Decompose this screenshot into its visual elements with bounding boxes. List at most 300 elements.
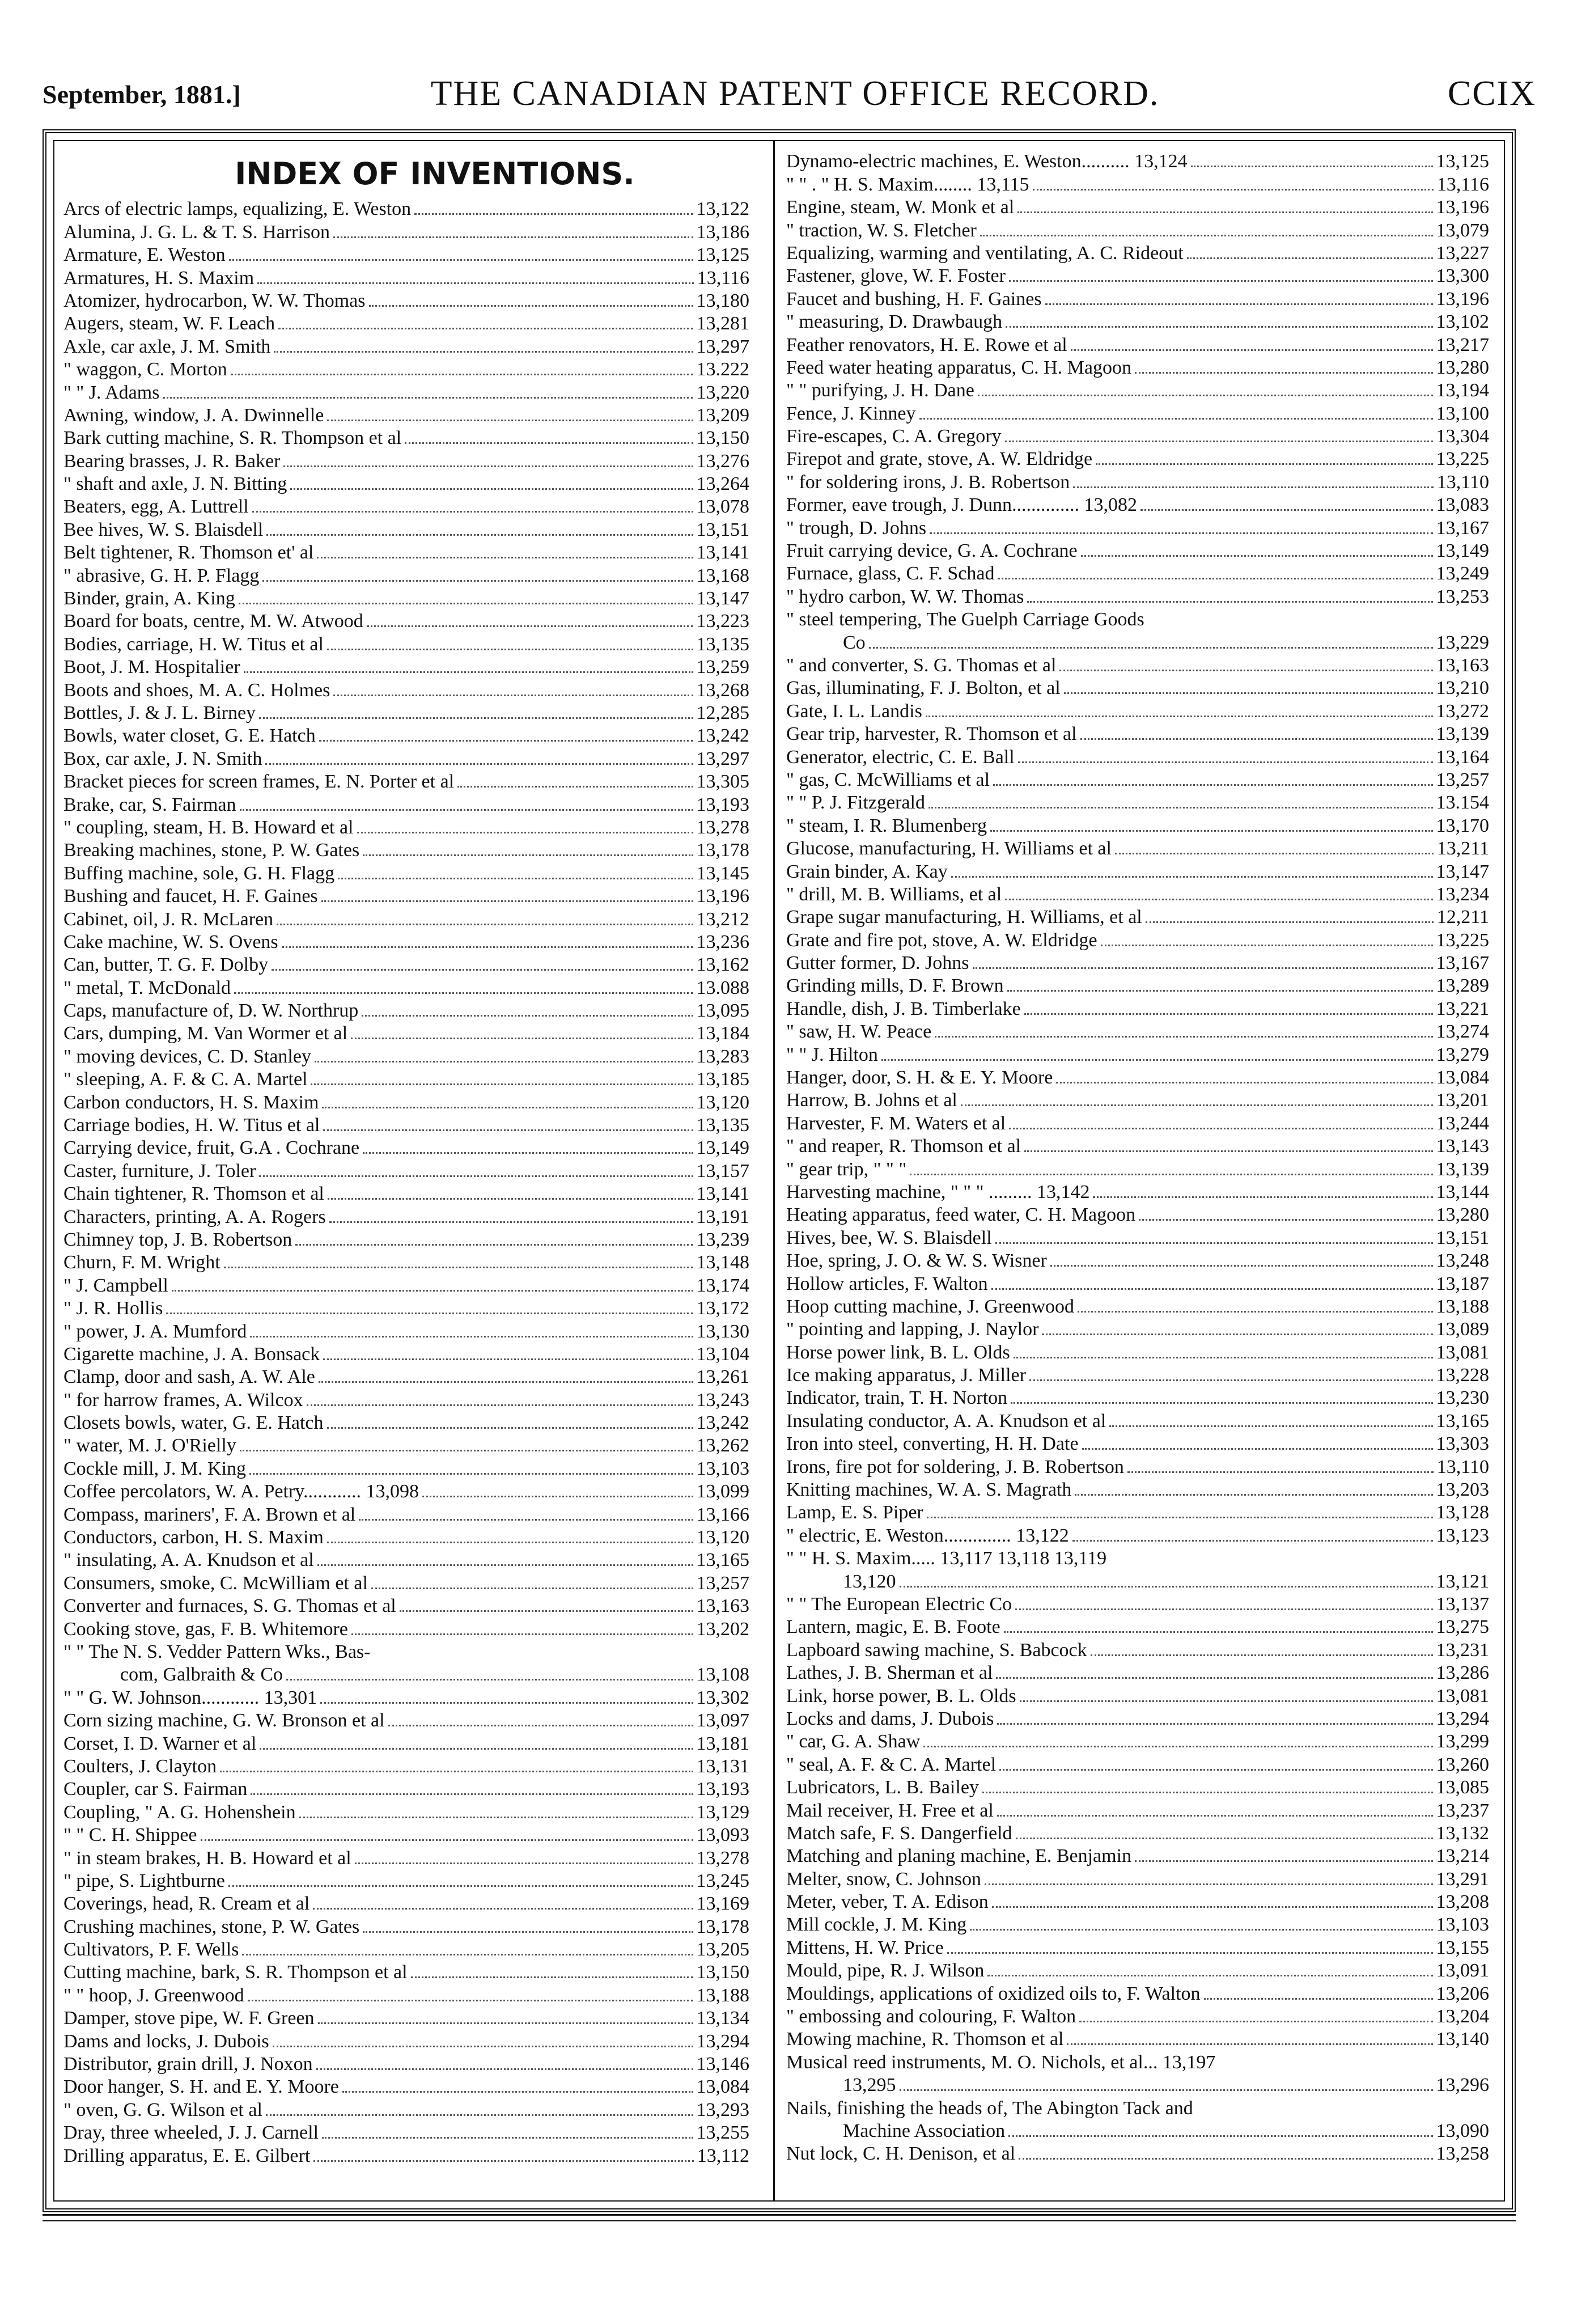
entry-text: Insulating conductor, A. A. Knudson et al — [786, 1410, 1106, 1432]
index-title: INDEX OF INVENTIONS. — [235, 156, 635, 192]
index-entry — [63, 1045, 749, 1068]
patent-number: 13,187 — [1436, 1273, 1489, 1294]
index-entry — [786, 723, 1489, 746]
patent-number: 13,220 — [696, 382, 749, 403]
patent-number: 13,099 — [696, 1481, 749, 1502]
leader-dots — [315, 1061, 693, 1062]
leader-dots — [250, 1336, 693, 1337]
leader-dots — [338, 878, 693, 879]
entry-text: Carbon conductors, H. S. Maxim — [63, 1091, 319, 1113]
entry-text: " pipe, S. Lightburne — [63, 1870, 225, 1891]
leader-dots — [995, 1242, 1433, 1244]
index-entry — [63, 312, 749, 335]
patent-number: 13,116 — [1436, 173, 1489, 195]
patent-number: 13,091 — [1436, 1960, 1489, 1982]
leader-dots — [927, 1517, 1433, 1518]
leader-dots — [367, 625, 693, 627]
leader-dots — [1056, 1082, 1432, 1083]
index-entry — [63, 473, 749, 496]
index-entry — [63, 1251, 749, 1274]
entry-text: Bracket pieces for screen frames, E. N. Porter et al — [63, 771, 455, 793]
leader-dots — [978, 395, 1433, 396]
entry-text: " gas, C. McWilliams et al — [786, 769, 990, 790]
entry-text: Link, horse power, B. L. Olds — [786, 1685, 1016, 1707]
leader-dots — [414, 213, 693, 215]
patent-number: 13,255 — [696, 2122, 749, 2144]
patent-number: 13,225 — [1436, 448, 1489, 470]
leader-dots — [327, 420, 693, 421]
index-entry — [63, 1938, 749, 1961]
patent-number: 13,139 — [1436, 723, 1489, 745]
leader-dots — [1080, 738, 1433, 740]
entry-text: Cooking stove, gas, F. B. Whitemore — [63, 1618, 348, 1640]
patent-number: 13,180 — [696, 290, 749, 311]
entry-text: " abrasive, G. H. P. Flagg — [63, 565, 260, 586]
entry-text: " sleeping, A. F. & C. A. Martel — [63, 1069, 308, 1090]
patent-number: 13,225 — [1436, 929, 1489, 951]
index-entry — [786, 1845, 1489, 1868]
patent-number: 13,205 — [696, 1939, 749, 1961]
patent-number: 13,083 — [1436, 494, 1489, 516]
patent-number: 13,260 — [1436, 1754, 1489, 1775]
leader-dots — [1073, 486, 1434, 488]
leader-dots — [1204, 1998, 1433, 2000]
index-entry — [786, 1089, 1489, 1112]
index-entry — [786, 1616, 1489, 1639]
patent-number: 13,166 — [696, 1504, 749, 1525]
entry-text: " water, M. J. O'Rielly — [63, 1435, 236, 1457]
entry-text: " insulating, A. A. Knudson et al — [63, 1550, 314, 1571]
leader-dots — [355, 1862, 693, 1864]
index-entry — [63, 1183, 749, 1205]
patent-number: 13,167 — [1436, 953, 1489, 974]
leader-dots — [985, 1883, 1433, 1885]
entry-text: Gear trip, harvester, R. Thomson et al — [786, 723, 1077, 745]
entry-text: Former, eave trough, J. Dunn.............. 13,082 — [786, 494, 1138, 516]
index-entry — [786, 1066, 1489, 1089]
index-entry — [63, 587, 749, 610]
index-entry — [63, 862, 749, 884]
patent-number: 13,196 — [696, 886, 749, 907]
index-entry — [786, 1753, 1489, 1776]
index-entry — [63, 496, 749, 518]
index-entry — [786, 1501, 1489, 1524]
leader-dots — [987, 1975, 1432, 1976]
index-entry — [786, 402, 1489, 425]
index-entry — [63, 1847, 749, 1869]
leader-dots — [166, 1313, 693, 1314]
patent-number: 13,229 — [1436, 632, 1489, 653]
leader-dots — [1024, 1013, 1433, 1015]
leader-dots — [1135, 372, 1433, 374]
patent-number: 13,078 — [696, 496, 749, 518]
index-entry — [786, 265, 1489, 287]
entry-text: Converter and furnaces, S. G. Thomas et al — [63, 1595, 396, 1617]
entry-text: " moving devices, C. D. Stanley — [63, 1045, 311, 1067]
index-entry — [786, 814, 1489, 837]
leader-dots — [224, 1267, 693, 1268]
patent-number: 13,296 — [1436, 2075, 1489, 2096]
leader-dots — [278, 328, 693, 329]
leader-dots — [240, 1450, 693, 1451]
index-entry — [786, 1868, 1489, 1890]
patent-number: 13,148 — [696, 1252, 749, 1273]
index-entry — [786, 1936, 1489, 1959]
leader-dots — [923, 1746, 1432, 1747]
entry-text: Bushing and faucet, H. F. Gaines — [63, 886, 318, 907]
index-entry — [63, 1366, 749, 1389]
entry-text: Nails, finishing the heads of, The Abington Tack and — [786, 2097, 1193, 2119]
entry-text: Fastener, glove, W. F. Foster — [786, 265, 1006, 287]
index-entry — [786, 2143, 1489, 2165]
leader-dots — [1042, 1334, 1432, 1335]
leader-dots — [259, 717, 693, 719]
leader-dots — [970, 1929, 1432, 1931]
patent-number: 13,134 — [696, 2008, 749, 2029]
entry-text: Faucet and bushing, H. F. Gaines — [786, 288, 1042, 310]
entry-text: Iron into steel, converting, H. H. Date — [786, 1433, 1079, 1455]
patent-number: 13,279 — [1436, 1044, 1489, 1065]
patent-number: 13,275 — [1436, 1616, 1489, 1638]
index-entry — [786, 1158, 1489, 1180]
leader-dots — [327, 1542, 693, 1543]
index-entry — [63, 1412, 749, 1434]
entry-text: Mowing machine, R. Thomson et al — [786, 2029, 1064, 2050]
entry-text: Nut lock, C. H. Denison, et al — [786, 2143, 1016, 2165]
patent-number: 13,293 — [696, 2099, 749, 2120]
leader-dots — [997, 1815, 1433, 1817]
entry-text: Cockle mill, J. M. King — [63, 1458, 247, 1479]
entry-text: Door hanger, S. H. and E. Y. Moore — [63, 2076, 339, 2098]
patent-number: 13,184 — [696, 1023, 749, 1044]
index-entry — [786, 1387, 1489, 1409]
leader-dots — [1007, 990, 1433, 992]
patent-number: 13,193 — [696, 1779, 749, 1800]
entry-text: " embossing and colouring, F. Walton — [786, 2006, 1076, 2027]
leader-dots — [282, 946, 693, 948]
entry-text: Lantern, magic, E. B. Foote — [786, 1616, 1000, 1638]
index-entry — [63, 1297, 749, 1320]
patent-number: 13,164 — [1436, 746, 1489, 768]
leader-dots — [307, 1404, 693, 1406]
entry-text: Box, car axle, J. N. Smith — [63, 748, 262, 769]
patent-number: 13,103 — [696, 1458, 749, 1479]
entry-text: Mittens, H. W. Price — [786, 1937, 944, 1958]
patent-number: 13.088 — [696, 977, 749, 998]
entry-text: Gas, illuminating, F. J. Bolton, et al — [786, 678, 1061, 699]
entry-text: Dray, three wheeled, J. J. Carnell — [63, 2122, 319, 2144]
leader-dots — [1017, 211, 1432, 213]
header-date: September, 1881.] — [43, 80, 241, 109]
entry-text: Ice making apparatus, J. Miller — [786, 1365, 1026, 1386]
entry-text: Lamp, E. S. Piper — [786, 1502, 923, 1523]
index-entry — [63, 1205, 749, 1228]
leader-dots — [997, 1723, 1432, 1725]
leader-dots — [982, 1792, 1433, 1793]
patent-number: 13,147 — [696, 588, 749, 609]
leader-dots — [1008, 2135, 1432, 2137]
patent-number: 13,253 — [1436, 586, 1489, 607]
patent-number: 13,100 — [1436, 403, 1489, 424]
entry-text: Alumina, J. G. L. & T. S. Harrison — [63, 221, 330, 243]
patent-number: 13,178 — [696, 1916, 749, 1937]
index-entry — [63, 381, 749, 404]
entry-text: Cars, dumping, M. Van Wormer et al — [63, 1023, 348, 1044]
index-entry — [786, 1547, 1489, 1570]
entry-text: " car, G. A. Shaw — [786, 1731, 921, 1752]
entry-text: Mould, pipe, R. J. Wilson — [786, 1960, 985, 1982]
entry-text: Grape sugar manufacturing, H. Williams, et al — [786, 907, 1142, 928]
index-entry — [63, 1137, 749, 1159]
index-entry — [786, 1112, 1489, 1135]
index-entry — [63, 2053, 749, 2076]
index-entry — [63, 1549, 749, 1572]
patent-number: 13,081 — [1436, 1341, 1489, 1363]
leader-dots — [201, 1839, 693, 1841]
patent-number: 13,129 — [696, 1801, 749, 1823]
entry-text: Fire-escapes, C. A. Gregory — [786, 426, 1002, 447]
index-entry — [63, 221, 749, 243]
leader-dots — [1093, 1196, 1432, 1198]
patent-number: 13,141 — [696, 1183, 749, 1205]
patent-number: 13,135 — [696, 633, 749, 655]
entry-text: 13,120 — [843, 1571, 896, 1592]
index-entry — [786, 791, 1489, 814]
entry-text: Damper, stove pipe, W. F. Green — [63, 2008, 315, 2029]
leader-dots — [900, 1586, 1433, 1588]
entry-text: Match safe, F. S. Dangerfield — [786, 1822, 1012, 1844]
patent-number: 13.222 — [696, 359, 749, 380]
patent-number: 13,201 — [1436, 1090, 1489, 1111]
entry-text: " electric, E. Weston.............. 13,122 — [786, 1525, 1069, 1546]
patent-number: 13,132 — [1436, 1822, 1489, 1844]
entry-text: Corset, I. D. Warner et al — [63, 1733, 257, 1754]
leader-dots — [295, 1244, 693, 1246]
patent-number: 13,135 — [696, 1115, 749, 1136]
patent-number: 13,258 — [1436, 2143, 1489, 2165]
patent-number: 13,228 — [1436, 1365, 1489, 1386]
patent-number: 13,300 — [1436, 265, 1489, 287]
index-entry — [63, 908, 749, 930]
entry-text: Mouldings, applications of oxidized oils to, F. Walton — [786, 1983, 1201, 2004]
leader-dots — [1101, 945, 1433, 946]
index-entry — [786, 494, 1489, 517]
index-entry — [786, 1914, 1489, 1936]
entry-text: Matching and planing machine, E. Benjamin — [786, 1845, 1132, 1867]
index-entry — [786, 448, 1489, 471]
index-entry — [786, 1021, 1489, 1043]
patent-number: 13,139 — [1436, 1158, 1489, 1180]
entry-text: " waggon, C. Morton — [63, 359, 227, 380]
leader-dots — [910, 1174, 1432, 1175]
index-entry — [63, 198, 749, 221]
index-entry — [63, 1984, 749, 2006]
entry-text: Cabinet, oil, J. R. McLaren — [63, 908, 274, 930]
patent-number: 13,261 — [696, 1366, 749, 1388]
entry-text: Horse power link, B. L. Olds — [786, 1341, 1010, 1363]
entry-text: Caster, furniture, J. Toler — [63, 1160, 256, 1182]
entry-text: Conductors, carbon, H. S. Maxim — [63, 1527, 324, 1548]
patent-number: 13,089 — [1436, 1319, 1489, 1340]
index-entry — [63, 885, 749, 908]
patent-number: 13,227 — [1436, 242, 1489, 264]
leader-dots — [1004, 1631, 1433, 1633]
index-entry — [786, 1708, 1489, 1730]
patent-number: 13,278 — [696, 816, 749, 838]
leader-dots — [457, 786, 693, 788]
index-entry — [63, 1709, 749, 1732]
patent-number: 13,217 — [1436, 334, 1489, 355]
patent-number: 13,157 — [696, 1160, 749, 1182]
leader-dots — [935, 1036, 1432, 1038]
patent-number: 13,248 — [1436, 1250, 1489, 1272]
leader-dots — [1059, 670, 1432, 671]
leader-dots — [1045, 303, 1433, 305]
leader-dots — [323, 1358, 693, 1360]
patent-number: 13,257 — [1436, 769, 1489, 790]
index-entry — [786, 654, 1489, 677]
patent-number: 13,230 — [1436, 1387, 1489, 1409]
leader-dots — [1115, 853, 1434, 854]
patent-number: 13,188 — [696, 1984, 749, 2006]
leader-dots — [313, 1908, 693, 1910]
patent-number: 13,249 — [1436, 563, 1489, 585]
index-entry — [786, 952, 1489, 975]
index-entry — [786, 1570, 1489, 1593]
index-entry — [786, 1455, 1489, 1478]
entry-text: Consumers, smoke, C. McWilliam et al — [63, 1572, 368, 1594]
leader-dots — [881, 1059, 1433, 1061]
entry-text: Lubricators, L. B. Bailey — [786, 1777, 979, 1798]
patent-number: 13,103 — [1436, 1914, 1489, 1936]
patent-number: 13,095 — [696, 1000, 749, 1022]
index-entry — [63, 1320, 749, 1343]
entry-text: Boots and shoes, M. A. C. Holmes — [63, 679, 330, 701]
patent-number: 13,278 — [696, 1847, 749, 1869]
index-entry — [63, 976, 749, 999]
index-entry — [786, 287, 1489, 310]
leader-dots — [1005, 899, 1432, 900]
leader-dots — [220, 1771, 693, 1772]
patent-number: 13,174 — [696, 1275, 749, 1296]
leader-dots — [228, 1885, 693, 1887]
leader-dots — [991, 1288, 1433, 1290]
leader-dots — [1075, 1494, 1432, 1496]
leader-dots — [1081, 555, 1433, 557]
index-entry — [786, 975, 1489, 997]
leader-dots — [992, 1906, 1433, 1908]
index-entry — [786, 2051, 1489, 2073]
leader-dots — [1027, 601, 1432, 603]
leader-dots — [231, 374, 693, 375]
index-entry — [63, 1000, 749, 1022]
patent-number: 13,185 — [696, 1069, 749, 1090]
index-entry — [786, 1959, 1489, 1982]
index-entry — [786, 1181, 1489, 1204]
entry-text: Characters, printing, A. A. Rogers — [63, 1206, 326, 1227]
entry-text: Gate, I. L. Landis — [786, 700, 922, 722]
entry-text: Co — [843, 632, 866, 653]
entry-text: Engine, steam, W. Monk et al — [786, 197, 1015, 218]
entry-text: " trough, D. Johns — [786, 517, 927, 539]
patent-number: 13,167 — [1436, 517, 1489, 539]
patent-number: 13,172 — [696, 1298, 749, 1319]
leader-dots — [229, 259, 693, 261]
left-column — [63, 150, 749, 2168]
index-entry — [63, 1732, 749, 1755]
entry-text: Bearing brasses, J. R. Baker — [63, 450, 281, 472]
bottom-rule — [43, 2214, 1516, 2221]
entry-text: Coupling, " A. G. Hohenshein — [63, 1801, 296, 1823]
index-entry — [63, 1824, 749, 1847]
index-entry — [786, 1684, 1489, 1707]
index-entry — [63, 1755, 749, 1778]
index-entry — [786, 219, 1489, 242]
entry-text: Glucose, manufacturing, H. Williams et al — [786, 838, 1112, 860]
entry-text: Equalizing, warming and ventilating, A. C. Rideout — [786, 242, 1184, 264]
index-entry — [786, 883, 1489, 906]
entry-text: " oven, G. G. Wilson et al — [63, 2099, 262, 2120]
entry-text: " measuring, D. Drawbaugh — [786, 311, 1003, 333]
index-entry — [786, 997, 1489, 1020]
index-entry — [63, 1893, 749, 1915]
index-entry — [786, 1433, 1489, 1455]
index-entry — [63, 2098, 749, 2121]
entry-text: Chain tightener, R. Thomson et al — [63, 1183, 324, 1205]
patent-number: 13,131 — [696, 1755, 749, 1777]
entry-text: Distributor, grain drill, J. Noxon — [63, 2054, 313, 2075]
index-entry — [63, 1480, 749, 1503]
entry-text: Feed water heating apparatus, C. H. Magoon — [786, 357, 1131, 378]
leader-dots — [1187, 257, 1433, 259]
leader-dots — [333, 236, 693, 238]
leader-dots — [1018, 761, 1433, 763]
entry-text: Harvesting machine, " " " ......... 13,142 — [786, 1181, 1090, 1203]
leader-dots — [869, 647, 1433, 649]
patent-number: 13,116 — [697, 267, 749, 289]
entry-text: Bee hives, W. S. Blaisdell — [63, 519, 264, 540]
patent-number: 13,084 — [1436, 1067, 1489, 1089]
patent-number: 13,209 — [696, 404, 749, 426]
patent-number: 13,150 — [696, 427, 749, 449]
leader-dots — [1109, 1425, 1432, 1427]
leader-dots — [900, 2089, 1433, 2091]
entry-text: 13,295 — [843, 2075, 896, 2096]
index-entry — [63, 816, 749, 839]
right-column — [786, 150, 1489, 2165]
leader-dots — [163, 397, 693, 399]
page-header — [0, 57, 1590, 119]
patent-number: 13,120 — [696, 1527, 749, 1548]
index-entry — [63, 1274, 749, 1297]
leader-dots — [1011, 1402, 1432, 1404]
patent-number: 13,125 — [1436, 151, 1489, 172]
entry-text: Carrying device, fruit, G.A . Cochrane — [63, 1137, 360, 1159]
leader-dots — [351, 1038, 693, 1039]
leader-dots — [1009, 280, 1433, 282]
index-entry — [63, 702, 749, 725]
leader-dots — [973, 967, 1433, 969]
leader-dots — [926, 716, 1433, 717]
index-entry — [786, 1318, 1489, 1341]
leader-dots — [240, 809, 693, 811]
leader-dots — [996, 1677, 1432, 1679]
index-entry — [786, 2120, 1489, 2143]
entry-text: Mill cockle, J. M. King — [786, 1914, 967, 1936]
leader-dots — [272, 969, 693, 971]
leader-dots — [273, 2046, 693, 2047]
entry-text: Cutting machine, bark, S. R. Thompson et al — [63, 1962, 408, 1983]
